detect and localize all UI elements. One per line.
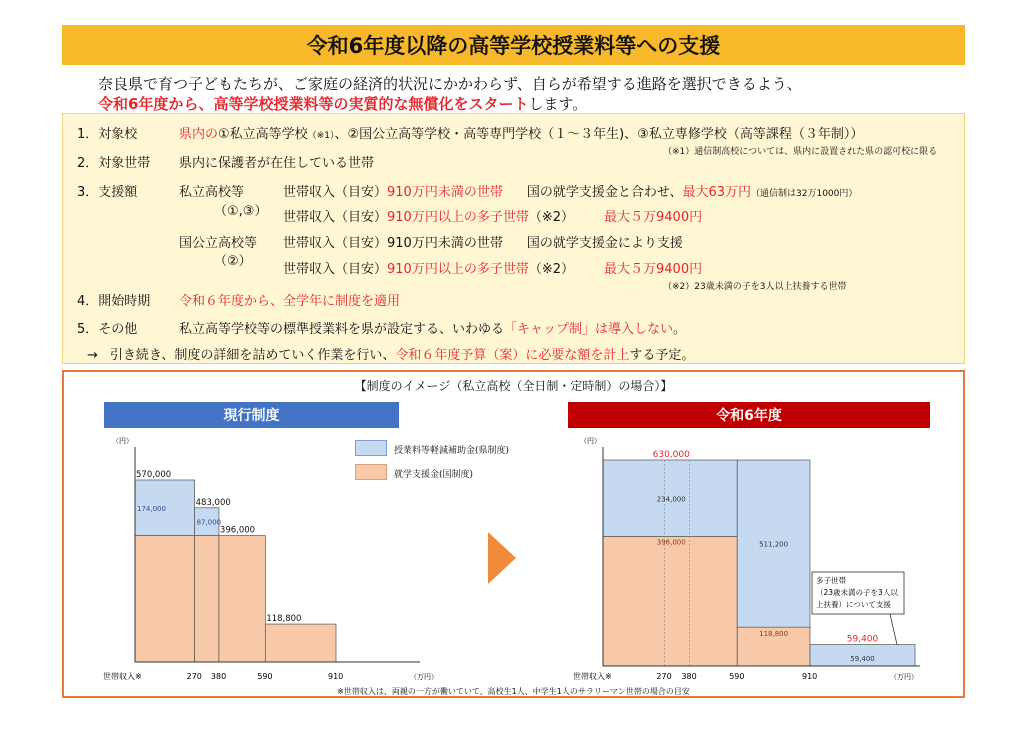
blue-label: 234,000 <box>656 495 686 504</box>
x-tick-label: 270 <box>186 672 202 681</box>
row-4-ref: （※2） <box>528 262 575 277</box>
intro-highlight: 令和6年度から、高等学校授業料等の実質的な無償化をスタート <box>98 95 529 113</box>
item-2-label: 2．対象世帯 <box>77 156 151 171</box>
page-title: 令和6年度以降の高等学校授業料等への支援 <box>62 25 965 65</box>
row-1-note: （通信制は32万1000円） <box>751 189 858 199</box>
row-2-ref: （※2） <box>528 210 575 225</box>
row-3-prefix: 世帯収入（目安） <box>283 236 388 251</box>
row-4-amount: 最大５万9400円 <box>604 262 703 277</box>
item-5-end: 。 <box>673 322 687 337</box>
blue-label: 511,200 <box>759 540 789 549</box>
intro-line-2-rest: します。 <box>528 95 588 113</box>
chart-current <box>103 437 438 681</box>
y-unit-label: （円） <box>580 437 601 445</box>
footer-end: する予定。 <box>629 348 695 363</box>
bar-total-label: 396,000 <box>219 525 256 536</box>
item-1-main: ①私立高等学校 <box>218 127 308 142</box>
row-1-amount: 最大63万円 <box>682 185 752 200</box>
item-1-ref: （※1） <box>307 131 335 141</box>
item-1-red: 県内の <box>179 127 219 142</box>
bar-national <box>219 536 265 662</box>
private-label: 私立高校等 <box>179 185 245 200</box>
x-prefix-label: 世帯収入※ <box>573 672 612 681</box>
x-unit-label: （万円） <box>890 673 918 681</box>
figure-footnote: ※世帯収入は、両親の一方が働いていて、高校生1人、中学生1人のサラリーマン世帯の場合の目安 <box>337 687 690 696</box>
item-1-rest: 、②国公立高等学校・高等専門学校（１～３年生)、③私立専修学校（高等課程（３年制）） <box>334 127 864 142</box>
band-r6: 令和6年度 <box>568 402 930 428</box>
callout-text: 上扶養）について支援 <box>816 600 891 609</box>
row-1-prefix: 世帯収入（目安） <box>283 185 388 200</box>
note-1: （※1）通信制高校については、県内に設置された県の認可校に限る <box>663 147 938 157</box>
row-1-mid: 国の就学支援金と合わせ、 <box>526 185 683 200</box>
public-label: 国公立高校等 <box>179 236 258 251</box>
intro-line-1: 奈良県で育つ子どもたちが、ご家庭の経済的状況にかかわらず、自らが希望する進路を選択できるよう、 <box>98 75 802 93</box>
row-2-prefix: 世帯収入（目安） <box>283 210 388 225</box>
bar-prefecture-label: 174,000 <box>137 504 166 513</box>
x-tick-label: 590 <box>729 672 745 681</box>
item-5-label: 5．その他 <box>77 322 138 337</box>
public-sub: （②） <box>214 254 252 269</box>
callout-pointer <box>890 614 897 645</box>
item-4-label: 4．開始時期 <box>77 294 151 309</box>
bar-national <box>265 624 336 662</box>
orange-label: 396,000 <box>656 538 686 547</box>
bar-national <box>603 537 737 666</box>
y-unit-label: （円） <box>112 437 133 445</box>
x-tick-label: 380 <box>681 672 697 681</box>
x-prefix-label: 世帯収入※ <box>103 672 142 681</box>
row-1-income: 910万円未満の世帯 <box>387 185 503 200</box>
total-label: 630,000 <box>652 450 690 460</box>
bar-prefecture-label: 87,000 <box>196 518 222 527</box>
x-tick-label: 270 <box>656 672 672 681</box>
figure-caption: 【制度のイメージ（私立高校（全日制・定時制）の場合）】 <box>354 379 673 393</box>
legend-label-orange: 就学支援金(国制度) <box>394 470 474 480</box>
item-2-text: 県内に保護者が在住している世帯 <box>179 156 375 171</box>
legend-label-blue: 授業料等軽減補助金(県制度) <box>394 446 510 456</box>
item-5-main: 私立高等学校等の標準授業料を県が設定する、いわゆる <box>179 322 505 337</box>
x-tick-label: 910 <box>802 672 818 681</box>
bar-national <box>135 536 195 662</box>
row-3-mid: 国の就学支援金により支援 <box>526 236 683 251</box>
item-5-red: 「キャップ制」は導入しない <box>504 322 674 337</box>
row-2-income: 910万円以上の多子世帯 <box>387 210 529 225</box>
item-3-label: 3．支援額 <box>77 185 138 200</box>
multi-child-blue-label: 59,400 <box>850 655 875 663</box>
bar-total-label: 570,000 <box>136 470 172 480</box>
item-1-label: 1．対象校 <box>77 127 138 142</box>
bar-national <box>195 536 219 662</box>
multi-child-red-label: 59,400 <box>846 634 879 645</box>
bar-total-label: 483,000 <box>195 497 231 508</box>
x-tick-label: 590 <box>257 672 273 681</box>
row-4-prefix: 世帯収入（目安） <box>283 262 388 277</box>
row-4-income: 910万円以上の多子世帯 <box>387 262 529 277</box>
callout-text: （23歳未満の子を3人以 <box>816 588 898 597</box>
row-2-amount: 最大５万9400円 <box>604 210 703 225</box>
bar-total-label: 118,800 <box>266 614 302 625</box>
orange-label: 118,800 <box>759 630 789 639</box>
private-sub: （①,③） <box>214 204 268 219</box>
chart-r6 <box>573 437 920 681</box>
item-4-text: 令和６年度から、全学年に制度を適用 <box>179 294 401 309</box>
x-tick-label: 910 <box>328 672 344 681</box>
x-unit-label: （万円） <box>410 673 438 681</box>
x-tick-label: 380 <box>210 672 227 681</box>
note-2: （※2）23歳未満の子を3人以上扶養する世帯 <box>663 282 847 292</box>
row-3-income: 910万円未満の世帯 <box>387 236 503 251</box>
footer-red: 令和６年度予算（案）に必要な額を計上 <box>395 348 630 363</box>
footer-arrow: → <box>87 348 98 363</box>
footer-text: 引き続き、制度の詳細を詰めていく作業を行い、 <box>109 348 396 363</box>
band-current: 現行制度 <box>104 402 399 428</box>
callout-text: 多子世帯 <box>816 576 846 585</box>
